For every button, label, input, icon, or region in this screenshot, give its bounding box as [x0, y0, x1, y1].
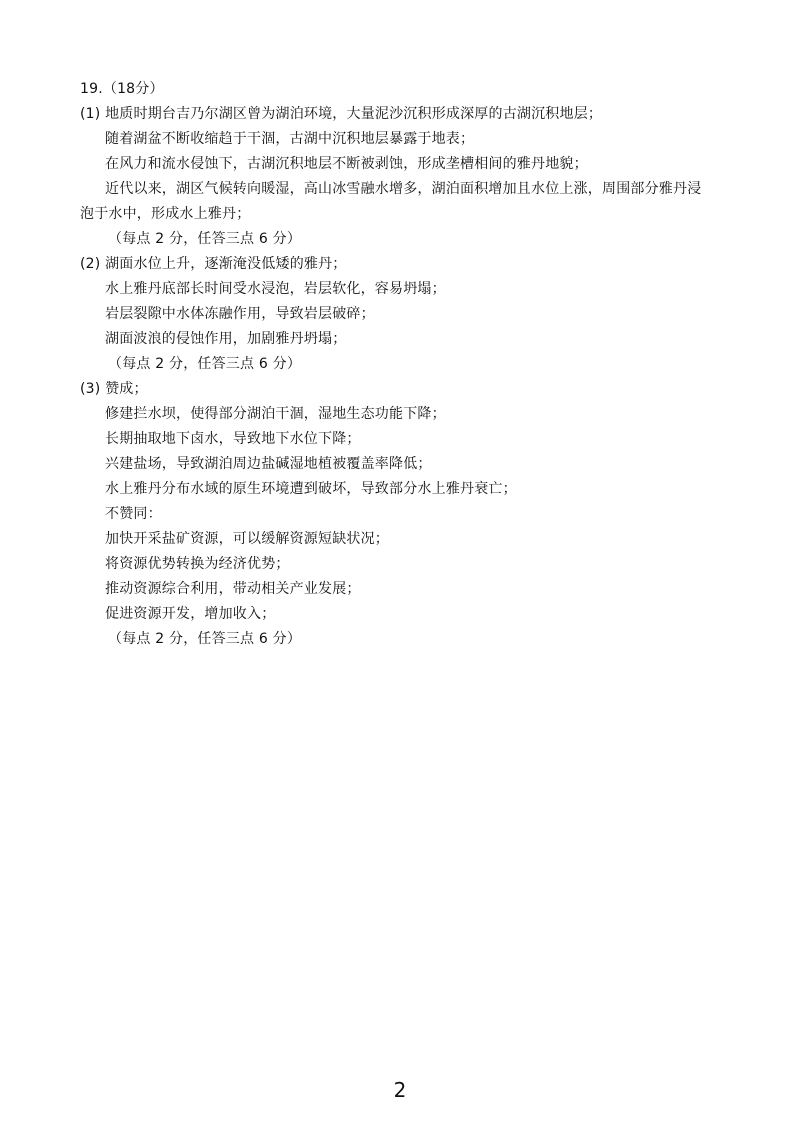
part3-line: 加快开采盐矿资源，可以缓解资源短缺状况；	[105, 531, 389, 547]
part1-score-note: （每点 2 分，任答三点 6 分）	[108, 231, 302, 247]
part3-line: 促进资源开发，增加收入；	[105, 606, 276, 622]
page-number: 2	[393, 1078, 407, 1102]
part3-first-line	[80, 380, 148, 398]
part3-line: 不赞同：	[105, 506, 162, 522]
part1-line: 近代以来，湖区气候转向暖湿，高山冰雪融水增多，湖泊面积增加且水位上涨，周围部分雅丹浸	[105, 181, 702, 197]
part2-line: 水上雅丹底部长时间受水浸泡，岩层软化，容易坍塌；	[105, 281, 446, 297]
part2-line: 湖面波浪的侵蚀作用，加剧雅丹坍塌；	[105, 331, 347, 347]
part2-score-note: （每点 2 分，任答三点 6 分）	[108, 356, 302, 372]
part3-label: (3)	[80, 381, 101, 397]
part3-line: 将资源优势转换为经济优势；	[105, 556, 290, 572]
part1-line: 随着湖盆不断收缩趋于干涸，古湖中沉积地层暴露于地表；	[105, 131, 475, 147]
question-header: 19.（18分）	[80, 81, 164, 97]
part3-line: 水上雅丹分布水域的原生环境遭到破坏，导致部分水上雅丹衰亡；	[105, 481, 517, 497]
part1-line: 地质时期台吉乃尔湖区曾为湖泊环境，大量泥沙沉积形成深厚的古湖沉积地层；	[105, 106, 603, 122]
part3-line: 赞成；	[105, 381, 148, 397]
part2-line: 岩层裂隙中水体冻融作用，导致岩层破碎；	[105, 306, 375, 322]
part3-line: 长期抽取地下卤水，导致地下水位下降；	[105, 431, 361, 447]
part3-line: 推动资源综合利用，带动相关产业发展；	[105, 581, 361, 597]
part3-line: 兴建盐场，导致湖泊周边盐碱湿地植被覆盖率降低；	[105, 456, 432, 472]
part3-line: 修建拦水坝，使得部分湖泊干涸，湿地生态功能下降；	[105, 406, 446, 422]
part1-line: 泡于水中，形成水上雅丹；	[80, 206, 251, 222]
part1-label: (1)	[80, 106, 101, 122]
part1-first-line	[80, 105, 602, 123]
part2-first-line	[80, 255, 347, 273]
part1-line: 在风力和流水侵蚀下，古湖沉积地层不断被剥蚀，形成垄槽相间的雅丹地貌；	[105, 156, 588, 172]
part2-label: (2)	[80, 256, 101, 272]
part2-line: 湖面水位上升，逐渐淹没低矮的雅丹；	[105, 256, 347, 272]
part3-score-note: （每点 2 分，任答三点 6 分）	[108, 631, 302, 647]
